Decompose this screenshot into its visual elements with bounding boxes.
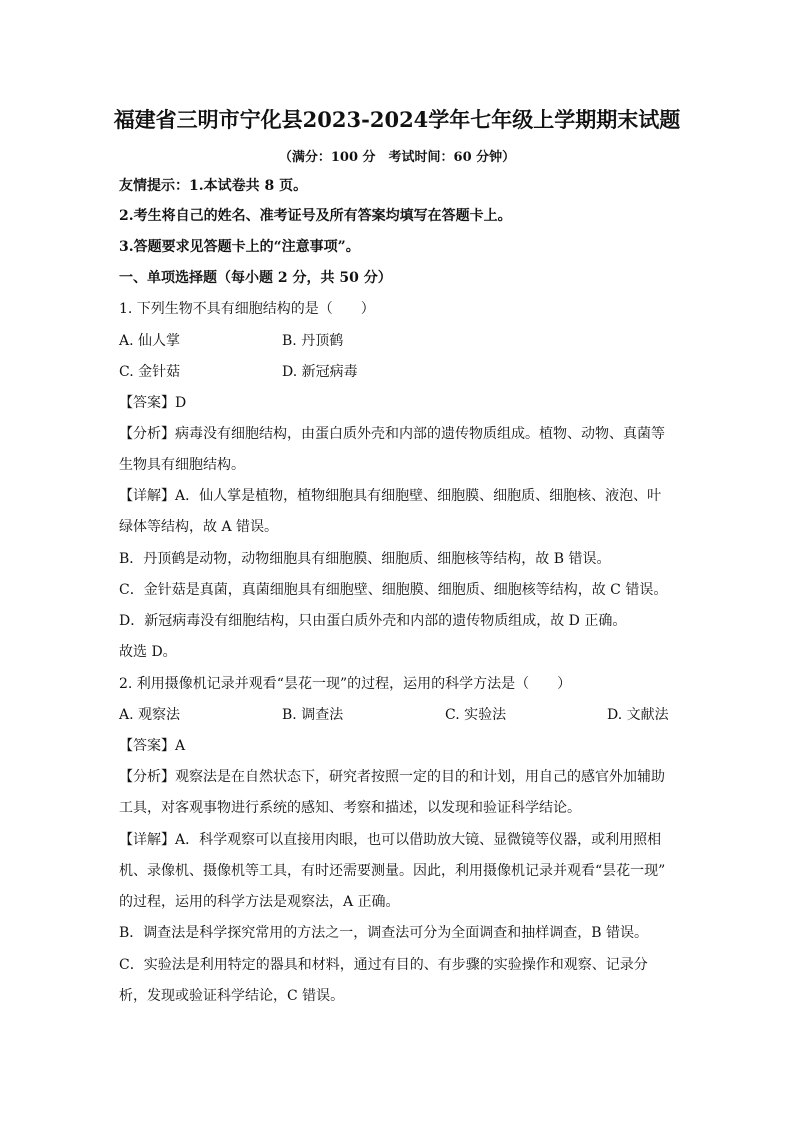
question-stem: 2. 利用摄像机记录并观看“昙花一现”的过程，运用的科学方法是（ ）: [119, 676, 572, 692]
detail-line: D．新冠病毒没有细胞结构，只由蛋白质外壳和内部的遗传物质组成，故 D 正确。: [119, 613, 627, 629]
option-a: A. 观察法: [119, 707, 181, 723]
option-c: C. 金针菇: [119, 364, 181, 380]
tip-line: 友情提示：1.本试卷共 8 页。: [119, 178, 308, 194]
analysis-line: 工具，对客观事物进行系统的感知、考察和描述，以发现和验证科学结论。: [119, 800, 581, 816]
option-b: B. 丹顶鹤: [282, 333, 344, 349]
detail-line: 【详解】A．科学观察可以直接用肉眼，也可以借助放大镜、显微镜等仪器，或利用照相: [119, 832, 662, 848]
analysis-line: 生物具有细胞结构。: [119, 457, 245, 473]
analysis-line: 【分析】病毒没有细胞结构，由蛋白质外壳和内部的遗传物质组成。植物、动物、真菌等: [119, 426, 665, 442]
answer-line: 【答案】A: [119, 738, 186, 754]
detail-line: 【详解】A．仙人掌是植物，植物细胞具有细胞壁、细胞膜、细胞质、细胞核、液泡、叶: [119, 488, 662, 504]
detail-line: 机、录像机、摄像机等工具，有时还需要测量。因此，利用摄像机记录并观看“昙花一现”: [119, 863, 666, 879]
detail-line: 绿体等结构，故 A 错误。: [119, 519, 279, 535]
detail-line: B．调查法是科学探究常用的方法之一，调查法可分为全面调查和抽样调查，B 错误。: [119, 925, 649, 941]
tip-line: 3.答题要求见答题卡上的“注意事项”。: [119, 239, 360, 255]
detail-line: 析，发现或验证科学结论，C 错误。: [119, 988, 345, 1004]
tip-line: 2.考生将自己的姓名、准考证号及所有答案均填写在答题卡上。: [119, 208, 512, 224]
detail-line: B．丹顶鹤是动物，动物细胞具有细胞膜、细胞质、细胞核等结构，故 B 错误。: [119, 551, 611, 567]
option-c: C. 实验法: [445, 707, 507, 723]
exam-info: （满分：100 分 考试时间：60 分钟）: [278, 150, 516, 165]
detail-line: 故选 D。: [119, 644, 177, 660]
detail-line: C．实验法是利用特定的器具和材料，通过有目的、有步骤的实验操作和观察、记录分: [119, 957, 648, 973]
detail-line: C．金针菇是真菌，真菌细胞具有细胞壁、细胞膜、细胞质、细胞核等结构，故 C 错误。: [119, 582, 668, 598]
detail-line: 的过程，运用的科学方法是观察法，A 正确。: [119, 894, 400, 910]
option-d: D. 文献法: [607, 707, 669, 723]
section-title: 一、单项选择题（每小题 2 分，共 50 分）: [119, 270, 392, 286]
option-b: B. 调查法: [282, 707, 344, 723]
analysis-line: 【分析】观察法是在自然状态下，研究者按照一定的目的和计划，用自己的感官外加辅助: [119, 769, 665, 785]
option-a: A. 仙人掌: [119, 333, 181, 349]
page-title: 福建省三明市宁化县2023-2024学年七年级上学期期末试题: [113, 107, 681, 132]
answer-line: 【答案】D: [119, 395, 187, 411]
option-d: D. 新冠病毒: [282, 364, 358, 380]
question-stem: 1. 下列生物不具有细胞结构的是（ ）: [119, 301, 375, 317]
